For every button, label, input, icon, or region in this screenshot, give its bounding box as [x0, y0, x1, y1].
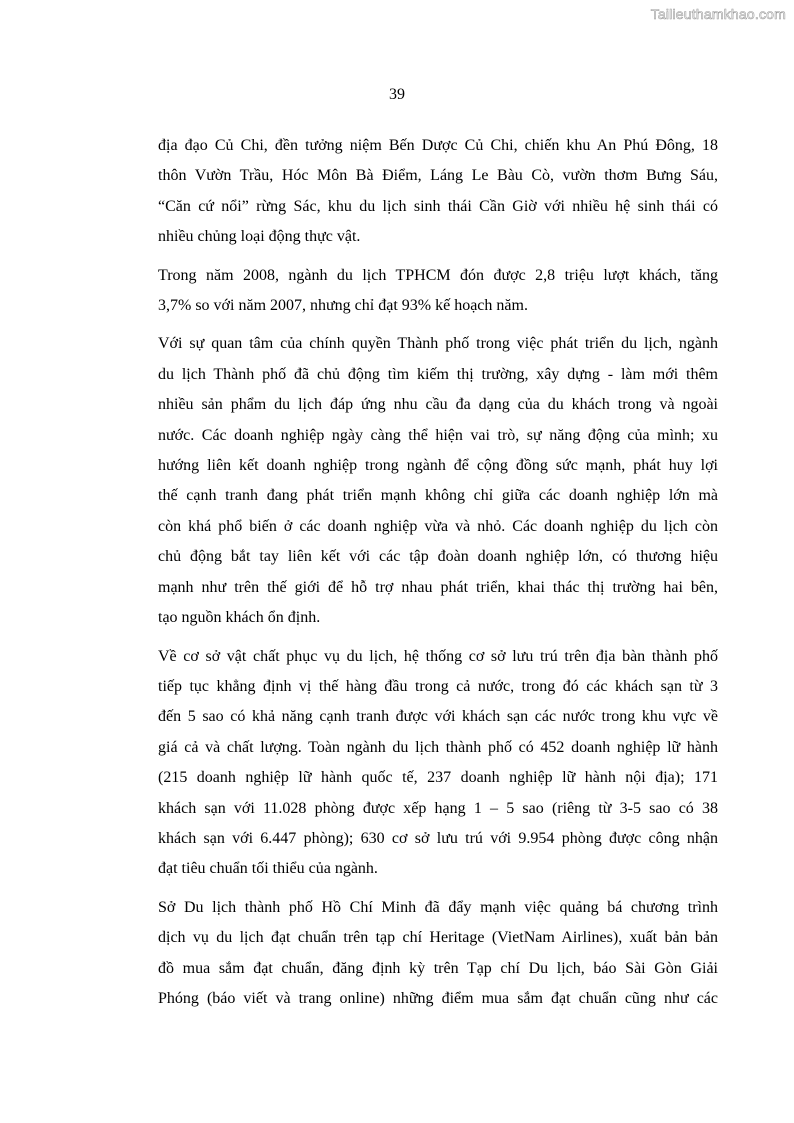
- text-line: nước. Các doanh nghiệp ngày càng thể hiện vai trò, sự năng động của mình; xu: [158, 426, 718, 444]
- paragraph-3: [158, 329, 718, 633]
- text-line: 3,7% so với năm 2007, nhưng chỉ đạt 93% kế hoạch năm.: [158, 297, 528, 315]
- text-line: giá cả và chất lượng. Toàn ngành du lịch thành phố có 452 doanh nghiệp lữ hành: [158, 738, 718, 756]
- text-line: hướng liên kết doanh nghiệp trong ngành để cộng đồng sức mạnh, phát huy lợi: [158, 457, 718, 475]
- text-line: địa đạo Củ Chi, đền tưởng niệm Bến Dược Củ Chi, chiến khu An Phú Đông, 18: [158, 137, 718, 154]
- text-line: Phóng (báo viết và trang online) những điểm mua sắm đạt chuẩn cũng như các: [158, 989, 718, 1007]
- text-line: tiếp tục khẳng định vị thế hàng đầu trong cả nước, trong đó các khách sạn từ 3: [158, 677, 718, 695]
- text-line: (215 doanh nghiệp lữ hành quốc tế, 237 doanh nghiệp lữ hành nội địa); 171: [158, 769, 718, 787]
- document-body: [158, 131, 718, 1022]
- text-line: đồ mua sắm đạt chuẩn, đăng định kỳ trên Tạp chí Du lịch, báo Sài Gòn Giải: [158, 959, 718, 977]
- text-line: mạnh như trên thế giới để hỗ trợ nhau phát triển, khai thác thị trường hai bên,: [158, 578, 718, 596]
- text-line: khách sạn với 11.028 phòng được xếp hạng 1 – 5 sao (riêng từ 3-5 sao có 38: [158, 799, 718, 817]
- text-line: nhiều sản phẩm du lịch đáp ứng nhu cầu đa dạng của du khách trong và ngoài: [158, 396, 718, 414]
- page-number: 39: [389, 86, 405, 103]
- text-line: Với sự quan tâm của chính quyền Thành phố trong việc phát triển du lịch, ngành: [158, 335, 718, 353]
- paragraph-1: [158, 131, 718, 253]
- text-line: Sở Du lịch thành phố Hồ Chí Minh đã đẩy mạnh việc quảng bá chương trình: [158, 898, 718, 916]
- text-line: nhiều chủng loại động thực vật.: [158, 228, 361, 246]
- text-line: thôn Vườn Trầu, Hóc Môn Bà Điểm, Láng Le Bàu Cò, vườn thơm Bưng Sáu,: [158, 167, 718, 185]
- watermark-text: Tailieuthamkhao.com: [650, 6, 786, 22]
- text-line: đến 5 sao có khả năng cạnh tranh được với khách sạn các nước trong khu vực về: [158, 708, 718, 726]
- paragraph-5: [158, 893, 718, 1015]
- text-line: Trong năm 2008, ngành du lịch TPHCM đón được 2,8 triệu lượt khách, tăng: [158, 266, 718, 284]
- text-line: “Căn cứ nổi” rừng Sác, khu du lịch sinh thái Cần Giờ với nhiều hệ sinh thái có: [158, 197, 718, 215]
- text-line: dịch vụ du lịch đạt chuẩn trên tạp chí Heritage (VietNam Airlines), xuất bản bản: [158, 929, 718, 947]
- paragraph-2: [158, 261, 718, 322]
- text-line: tạo nguồn khách ổn định.: [158, 609, 321, 627]
- text-line: khách sạn với 6.447 phòng); 630 cơ sở lưu trú với 9.954 phòng được công nhận: [158, 829, 718, 847]
- text-line: chủ động bắt tay liên kết với các tập đoàn doanh nghiệp lớn, có thương hiệu: [158, 548, 718, 566]
- text-line: đạt tiêu chuẩn tối thiểu của ngành.: [158, 860, 378, 878]
- text-line: du lịch Thành phố đã chủ động tìm kiếm thị trường, xây dựng - làm mới thêm: [158, 365, 718, 383]
- paragraph-4: [158, 642, 718, 885]
- text-line: còn khá phổ biến ở các doanh nghiệp vừa và nhỏ. Các doanh nghiệp du lịch còn: [158, 517, 718, 535]
- text-line: thế cạnh tranh đang phát triển mạnh không chỉ giữa các doanh nghiệp lớn mà: [158, 487, 718, 505]
- text-line: Về cơ sở vật chất phục vụ du lịch, hệ thống cơ sở lưu trú trên địa bàn thành phố: [158, 647, 718, 665]
